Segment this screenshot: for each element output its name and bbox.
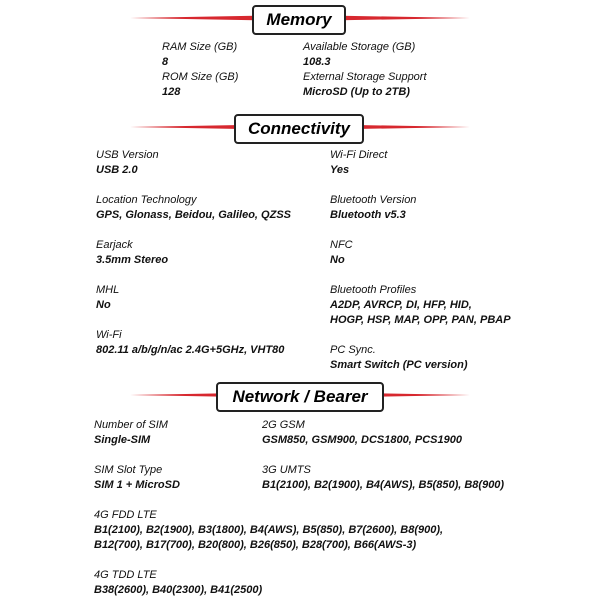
tdd-lte-4g-value: B38(2600), B40(2300), B41(2500) [94,584,263,596]
external-storage-label: External Storage Support [303,71,427,83]
gsm-2g-label: 2G GSM [262,419,305,431]
usb-version-value: USB 2.0 [96,164,138,176]
ram-size-value: 8 [162,56,169,68]
usb-version-field [96,148,159,178]
wifi-label: Wi-Fi [96,329,122,341]
tdd-lte-4g-label: 4G TDD LTE [94,569,157,581]
external-storage-value: MicroSD (Up to 2TB) [303,86,410,98]
wifi-value: 802.11 a/b/g/n/ac 2.4G+5GHz, VHT80 [96,344,285,356]
umts-3g-label: 3G UMTS [262,464,311,476]
nfc-label: NFC [330,239,353,251]
bluetooth-profiles-value-line1: A2DP, AVRCP, DI, HFP, HID, [330,299,472,311]
network-section-title: Network / Bearer [216,382,384,412]
network-section-header [0,379,600,419]
ram-size-field [162,40,237,70]
bluetooth-profiles-value-line2: HOGP, HSP, MAP, OPP, PAN, PBAP [330,314,511,326]
wifi-field [96,328,284,358]
memory-section-title: Memory [252,5,346,35]
number-of-sim-label: Number of SIM [94,419,168,431]
wifi-direct-label: Wi-Fi Direct [330,149,388,161]
pc-sync-label: PC Sync. [330,344,376,356]
bluetooth-profiles-label: Bluetooth Profiles [330,284,417,296]
umts-3g-value: B1(2100), B2(1900), B4(AWS), B5(850), B8(900) [262,479,505,491]
pc-sync-value: Smart Switch (PC version) [330,359,468,371]
sim-slot-type-value: SIM 1 + MicroSD [94,479,180,491]
fdd-lte-4g-value-line2: B12(700), B17(700), B20(800), B26(850), B28(700), B66(AWS-3) [94,539,417,551]
location-technology-value: GPS, Glonass, Beidou, Galileo, QZSS [96,209,291,221]
earjack-value: 3.5mm Stereo [96,254,169,266]
sim-slot-type-label: SIM Slot Type [94,464,163,476]
available-storage-field [303,40,415,70]
fdd-lte-4g-value-line1: B1(2100), B2(1900), B3(1800), B4(AWS), B5(850), B7(2600), B8(900), [94,524,444,536]
sim-slot-type-field [94,463,180,493]
wifi-direct-value: Yes [330,164,350,176]
fdd-lte-4g-field [94,508,443,553]
external-storage-field [303,70,427,100]
earjack-label: Earjack [96,239,133,251]
location-technology-label: Location Technology [96,194,197,206]
bluetooth-version-value: Bluetooth v5.3 [330,209,406,221]
rom-size-value: 128 [162,86,181,98]
number-of-sim-field [94,418,168,448]
gsm-2g-field [262,418,462,448]
gsm-2g-value: GSM850, GSM900, DCS1800, PCS1900 [262,434,462,446]
number-of-sim-value: Single-SIM [94,434,151,446]
earjack-field [96,238,168,268]
usb-version-label: USB Version [96,149,159,161]
nfc-value: No [330,254,345,266]
rom-size-field [162,70,238,100]
bluetooth-version-field [330,193,416,223]
connectivity-section-header [0,111,600,151]
connectivity-section-title: Connectivity [234,114,364,144]
mhl-label: MHL [96,284,120,296]
mhl-field [96,283,119,313]
mhl-value: No [96,299,111,311]
tdd-lte-4g-field [94,568,262,598]
fdd-lte-4g-label: 4G FDD LTE [94,509,157,521]
bluetooth-profiles-field [330,283,511,328]
rom-size-label: ROM Size (GB) [162,71,239,83]
bluetooth-version-label: Bluetooth Version [330,194,417,206]
available-storage-label: Available Storage (GB) [303,41,416,53]
location-technology-field [96,193,291,223]
ram-size-label: RAM Size (GB) [162,41,238,53]
pc-sync-field [330,343,468,373]
available-storage-value: 108.3 [303,56,331,68]
umts-3g-field [262,463,504,493]
memory-section-header [0,2,600,42]
wifi-direct-field [330,148,387,178]
nfc-field [330,238,353,268]
